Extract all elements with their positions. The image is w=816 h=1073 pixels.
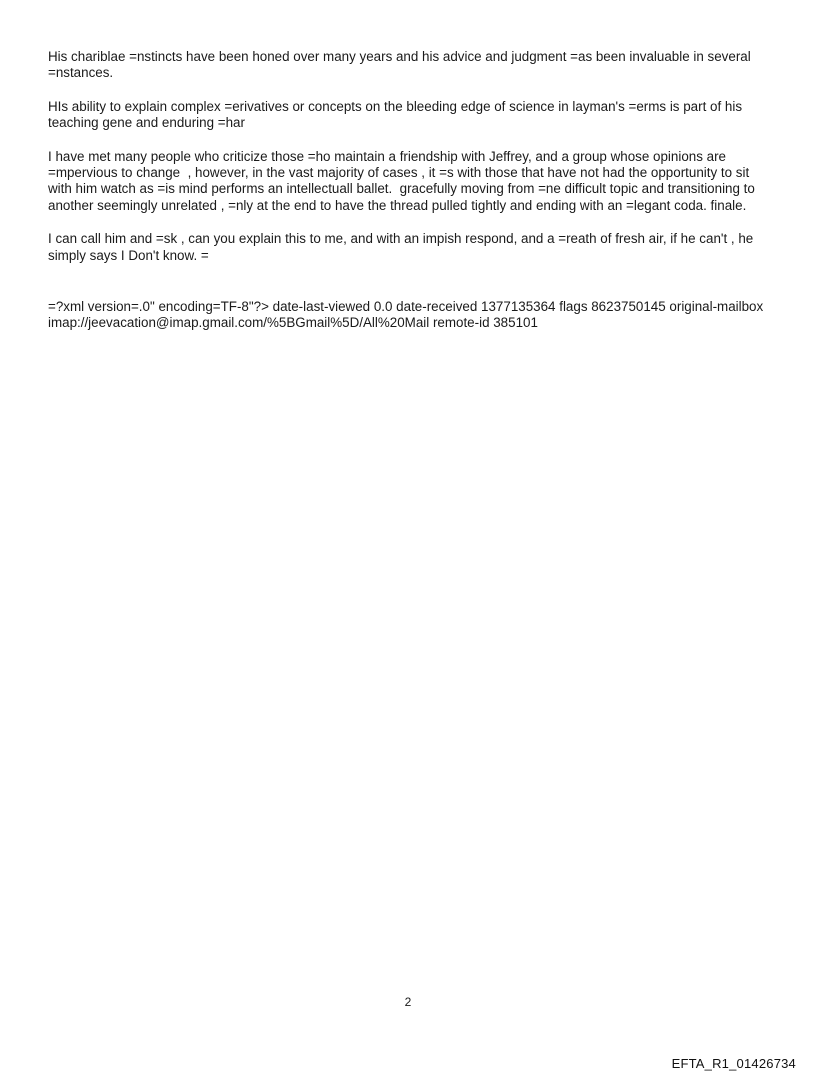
paragraph-critics-friendship: I have met many people who criticize those =ho maintain a friendship with Jeffrey, and a group whose opinions are =mpervious to change , however, in the vast majority of cases , it =s with those that have not had the opportunity to sit with him watch as =is mind performs an intellectuall ballet. gracefully moving from =ne difficult topic and transitioning to another seemingly unrelated , =nly at the end to have the thread pulled tightly and ending with an =legant coda. finale. bbox=[48, 148, 759, 213]
paragraph-explain-complex: HIs ability to explain complex =erivatives or concepts on the bleeding edge of science in layman's =erms is part of his teaching gene and enduring =har bbox=[48, 98, 746, 131]
page-number: 2 bbox=[404, 995, 412, 1009]
paragraph-charitable-instincts: His chariblae =nstincts have been honed over many years and his advice and judgment =as been invaluable in several =nstances. bbox=[48, 49, 755, 81]
email-metadata-line: =?xml version=.0" encoding=TF-8"?> date-last-viewed 0.0 date-received 1377135364 flags 8623750145 original-mailbox imap://jeevacation@imap.gmail.com/%5BGmail%5D/All%20Mail remote-id 385101 bbox=[48, 299, 767, 331]
document-body bbox=[48, 49, 768, 349]
bates-number: EFTA_R1_01426734 bbox=[671, 1056, 796, 1071]
paragraph-call-him: I can call him and =sk , can you explain this to me, and with an impish respond, and a =reath of fresh air, if he can't , he simply says I Don't know. = bbox=[48, 231, 757, 263]
